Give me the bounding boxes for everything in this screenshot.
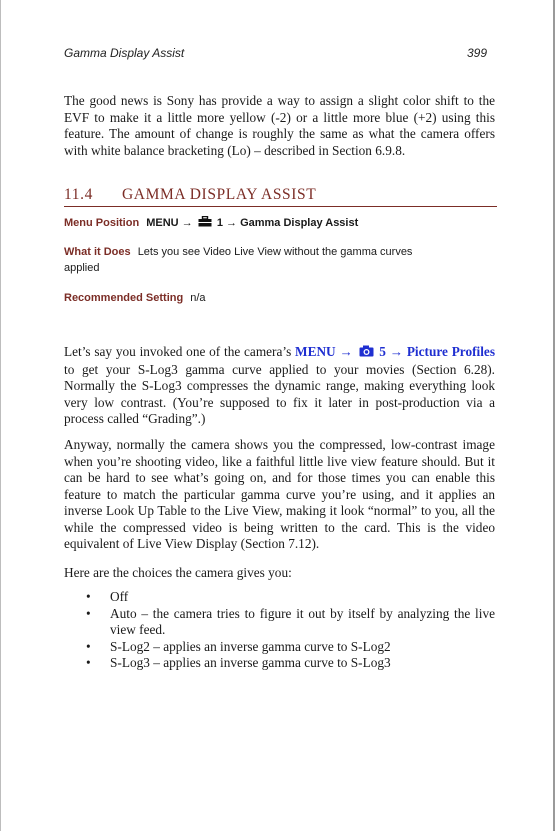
paragraph-picture-profiles — [64, 344, 495, 428]
what-it-does-row — [64, 244, 444, 276]
recommended-setting-label: Recommended Setting — [64, 292, 184, 304]
menu-reference-arrow: → — [389, 344, 404, 359]
menu-path — [146, 217, 358, 229]
paragraph-text: to get your S-Log3 gamma curve applied to your movies (Section 6.28). Normally the S-Log3 compresses the dynamic range, making everything look very low contrast. (You’re supposed to fix it later in post-production via a process called “Grading”.) — [64, 361, 495, 426]
list-item — [84, 606, 495, 639]
menu-reference-item: Picture Profiles — [406, 344, 496, 359]
menu-path-item: Gamma Display Assist — [240, 217, 359, 229]
camera-icon — [359, 345, 374, 362]
menu-position-row — [64, 215, 444, 232]
paragraph-text: Let’s say you invoked one of the camera’s — [64, 344, 296, 359]
recommended-setting-row — [64, 290, 444, 306]
section-title: GAMMA DISPLAY ASSIST — [122, 186, 317, 203]
menu-path-arrow: → — [181, 217, 193, 229]
bullet: • — [86, 605, 91, 621]
bullet: • — [86, 655, 91, 670]
what-it-does-label: What it Does — [64, 246, 131, 258]
list-item-text: S-Log2 – applies an inverse gamma curve to S-Log2 — [110, 638, 391, 654]
running-header-title: Gamma Display Assist — [64, 46, 185, 60]
paragraph-gamma-explanation: Anyway, normally the camera shows you the compressed, low-contrast image when you’re shooting video, like a faithful little live view feature should. But it can be hard to see what’s going on, and for those times you can enable this feature to match the particular gamma curve you’re using, and it applies an inverse Look Up Table to the Live View, making it look “normal” to you, all the while the compressed video is being written to the card. This is the video equivalent of Live View Display (Section 7.12). — [64, 437, 495, 551]
page-edge-left — [0, 0, 1, 831]
choices-list — [84, 589, 495, 672]
menu-path-tab: 1 — [216, 217, 223, 229]
list-item — [84, 639, 495, 656]
list-item-text: S-Log3 – applies an inverse gamma curve to S-Log3 — [110, 655, 391, 670]
section-heading — [64, 186, 497, 207]
menu-reference-arrow: → — [339, 344, 353, 359]
menu-reference-menu: MENU — [295, 344, 336, 359]
what-it-does-text-cont: applied — [64, 262, 100, 274]
running-header — [64, 46, 487, 60]
menu-reference-tab: 5 — [379, 344, 386, 359]
menu-path-arrow: → — [226, 217, 237, 229]
list-item-text: Auto – the camera tries to figure it out by itself by analyzing the live view feed. — [110, 605, 495, 637]
menu-reference — [295, 344, 495, 359]
section-number: 11.4 — [64, 186, 93, 203]
paragraph-choices-intro: Here are the choices the camera gives you: — [64, 565, 292, 580]
list-item — [84, 589, 495, 606]
bullet: • — [86, 589, 91, 604]
list-item — [84, 655, 495, 672]
menu-position-label: Menu Position — [64, 217, 140, 229]
recommended-setting-value: n/a — [190, 292, 206, 304]
intro-paragraph: The good news is Sony has provide a way to assign a slight color shift to the EVF to make it a little more yellow (-2) or a little more blue (+2) using this feature. The amount of change is roughly the same as what the camera offers with white balance bracketing (Lo) – described in Section 6.9.8. — [64, 93, 495, 158]
what-it-does-text: Lets you see Video Live View without the gamma curves — [137, 246, 413, 258]
bullet: • — [86, 638, 91, 654]
menu-path-menu: MENU — [146, 217, 179, 229]
list-item-text: Off — [110, 589, 129, 604]
toolbox-icon — [198, 216, 212, 232]
page-number: 399 — [466, 46, 487, 60]
